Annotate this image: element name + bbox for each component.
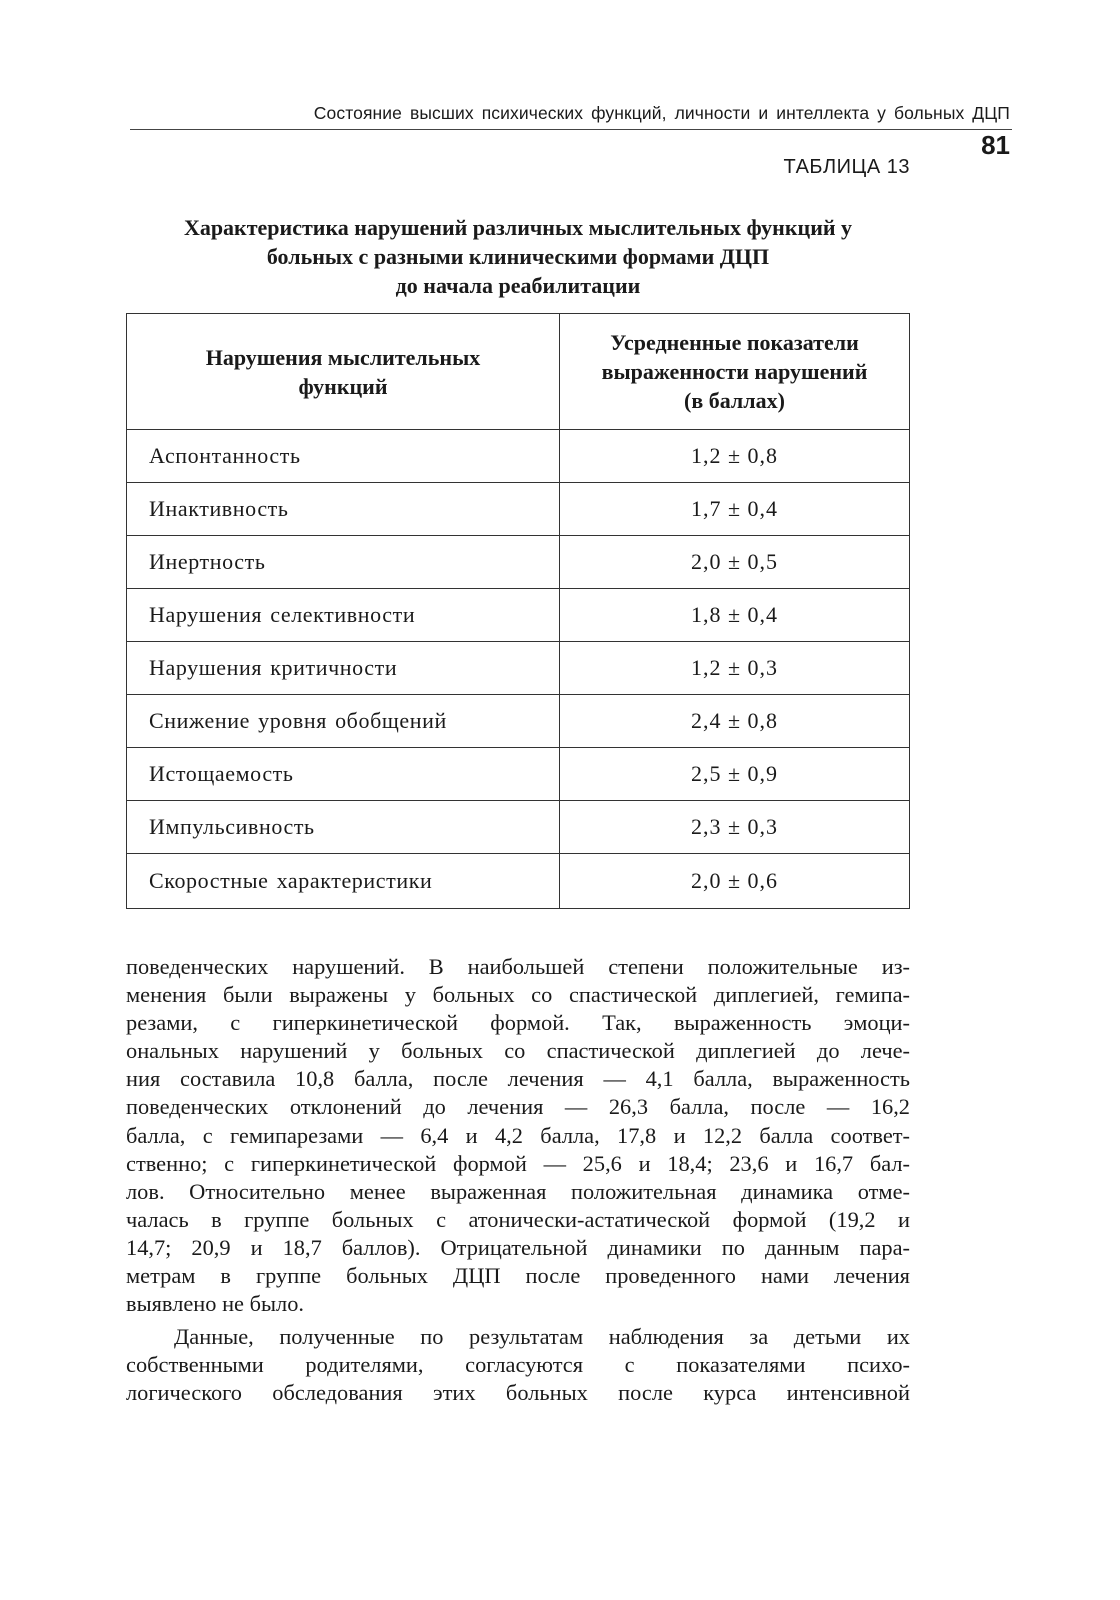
header-line: (в баллах) [684, 388, 785, 413]
table-title-line: Характеристика нарушений различных мыслительных функций у [183, 215, 853, 240]
table-row [127, 854, 910, 909]
data-table [126, 313, 910, 909]
text-line: лов. Относительно менее выраженная положительная динамика отме- [126, 1178, 910, 1204]
text-line: менения были выражены у больных со спастической диплегией, гемипа- [126, 982, 910, 1008]
table-row [127, 642, 910, 695]
row-name: Инертность [127, 536, 560, 589]
page-number: 81 [981, 130, 1010, 160]
body-text [126, 953, 910, 1408]
row-name: Импульсивность [127, 801, 560, 854]
table-title-line: до начала реабилитации [395, 273, 641, 298]
table-row [127, 801, 910, 854]
text-line: чалась в группе больных с атонически-астатической формой (19,2 и [126, 1206, 910, 1232]
running-head: Состояние высших психических функций, личности и интеллекта у больных ДЦП [313, 103, 1010, 123]
table-row [127, 695, 910, 748]
row-value: 2,4 ± 0,8 [560, 695, 910, 748]
row-name: Скоростные характеристики [127, 854, 560, 909]
header-line: выраженности нарушений [601, 359, 868, 384]
text-line: ональных нарушений у больных со спастической диплегией до лече- [126, 1038, 910, 1064]
text-line: резами, с гиперкинетической формой. Так, выраженность эмоци- [126, 1010, 910, 1036]
text-line: Данные, полученные по результатам наблюдения за детьми их [174, 1324, 910, 1350]
row-value: 2,0 ± 0,5 [560, 536, 910, 589]
table-row [127, 483, 910, 536]
text-line: 14,7; 20,9 и 18,7 баллов). Отрицательной динамики по данным пара- [126, 1234, 910, 1260]
row-value: 1,7 ± 0,4 [560, 483, 910, 536]
table-header-row [127, 314, 910, 430]
table-row [127, 589, 910, 642]
row-name: Нарушения селективности [127, 589, 560, 642]
row-name: Нарушения критичности [127, 642, 560, 695]
header-scores [560, 314, 910, 430]
table-label: ТАБЛИЦА 13 [783, 156, 910, 178]
row-name: Инактивность [127, 483, 560, 536]
row-value: 1,2 ± 0,8 [560, 430, 910, 483]
text-line: поведенческих нарушений. В наибольшей степени положительные из- [126, 954, 910, 979]
text-line: поведенческих отклонений до лечения — 26,3 балла, после — 16,2 [126, 1094, 910, 1120]
table-row [127, 430, 910, 483]
row-value: 2,3 ± 0,3 [560, 801, 910, 854]
header-line: Нарушения мыслительных [205, 344, 481, 370]
text-line: собственными родителями, согласуются с показателями психо- [126, 1352, 910, 1378]
row-value: 1,2 ± 0,3 [560, 642, 910, 695]
text-line: логического обследования этих больных после курса интенсивной [126, 1380, 910, 1406]
text-line: выявлено не было. [126, 1291, 304, 1317]
text-line: ния составила 10,8 балла, после лечения — 4,1 балла, выраженность [126, 1066, 910, 1092]
table-title [126, 213, 910, 300]
row-name: Снижение уровня обобщений [127, 695, 560, 748]
text-line: балла, с гемипарезами — 6,4 и 4,2 балла, 17,8 и 12,2 балла соответ- [126, 1122, 910, 1148]
row-name: Аспонтанность [127, 430, 560, 483]
header-line: Усредненные показатели [610, 330, 859, 355]
header-rule [130, 129, 1012, 130]
text-line: ственно; с гиперкинетической формой — 25,6 и 18,4; 23,6 и 16,7 бал- [126, 1150, 910, 1176]
row-name: Истощаемость [127, 748, 560, 801]
table-row [127, 748, 910, 801]
row-value: 2,5 ± 0,9 [560, 748, 910, 801]
row-value: 2,0 ± 0,6 [560, 854, 910, 909]
header-line: функций [298, 373, 388, 399]
text-line: метрам в группе больных ДЦП после проведенного нами лечения [126, 1263, 910, 1289]
header-impairments [127, 314, 560, 430]
row-value: 1,8 ± 0,4 [560, 589, 910, 642]
table-title-line: больных с разными клиническими формами ДЦП [266, 244, 770, 269]
table-row [127, 536, 910, 589]
